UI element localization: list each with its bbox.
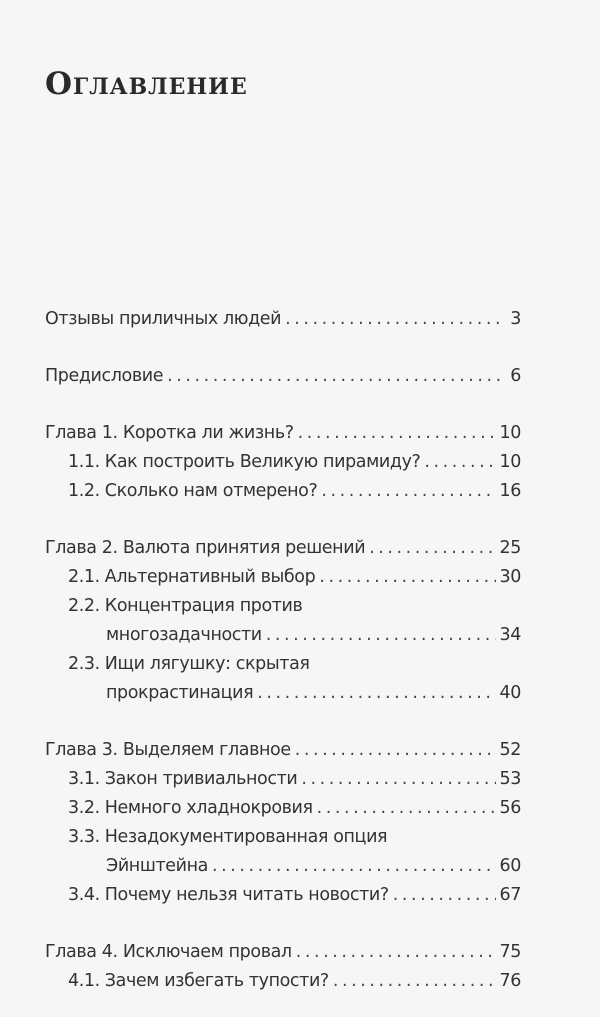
entry-title: Глава 2. Валюта принятия решений [45, 538, 366, 558]
toc-section-continued [45, 621, 521, 650]
entry-title: Отзывы приличных людей [45, 309, 282, 329]
dot-leader [393, 881, 496, 910]
page-title: Оглавление [45, 66, 248, 102]
entry-title: Почему нельзя читать новости? [104, 885, 389, 905]
toc-entry-reviews [45, 305, 521, 334]
entry-page: 76 [499, 971, 521, 991]
dot-leader [369, 534, 495, 563]
toc-section [45, 477, 521, 506]
entry-number: 2.3. [68, 654, 100, 674]
entry-number: 1.2. [68, 481, 100, 501]
entry-title: Глава 1. Коротка ли жизнь? [45, 423, 294, 443]
entry-page: 67 [499, 885, 521, 905]
toc-section [45, 563, 521, 592]
dot-leader [296, 938, 496, 967]
entry-title: Немного хладнокровия [104, 798, 313, 818]
dot-leader [295, 736, 496, 765]
entry-title: Сколько нам отмерено? [104, 481, 318, 501]
dot-leader [321, 477, 495, 506]
entry-page: 34 [499, 625, 521, 645]
dot-leader [285, 305, 506, 334]
toc-chapter-3 [45, 736, 521, 765]
entry-number: 3.3. [68, 827, 100, 847]
entry-page: 53 [499, 769, 521, 789]
entry-page: 75 [499, 942, 521, 962]
entry-title: Зачем избегать тупости? [104, 971, 329, 991]
entry-page: 25 [499, 538, 521, 558]
toc-section [45, 592, 521, 621]
entry-title: Альтернативный выбор [104, 567, 316, 587]
entry-number: 3.1. [68, 769, 100, 789]
toc-section [45, 794, 521, 823]
toc-section [45, 765, 521, 794]
entry-page: 30 [499, 567, 521, 587]
dot-leader [167, 362, 506, 391]
entry-title-cont: Эйнштейна [106, 856, 208, 876]
entry-page: 40 [499, 683, 521, 703]
entry-title: Как построить Великую пирамиду? [104, 452, 421, 472]
entry-title: Незадокументированная опция [104, 827, 388, 847]
entry-title: Глава 4. Исключаем провал [45, 942, 292, 962]
entry-page: 60 [499, 856, 521, 876]
toc-chapter-4 [45, 938, 521, 967]
entry-title-cont: многозадачности [106, 625, 262, 645]
toc-chapter-1 [45, 419, 521, 448]
table-of-contents [45, 305, 521, 996]
entry-number: 4.1. [68, 971, 100, 991]
entry-title: Концентрация против [104, 596, 303, 616]
entry-title: Глава 3. Выделяем главное [45, 740, 291, 760]
toc-section [45, 448, 521, 477]
dot-leader [212, 852, 496, 881]
entry-page: 6 [510, 366, 521, 386]
dot-leader [424, 448, 495, 477]
toc-section [45, 967, 521, 996]
entry-number: 3.2. [68, 798, 100, 818]
dot-leader [317, 794, 496, 823]
entry-page: 16 [499, 481, 521, 501]
dot-leader [298, 419, 496, 448]
dot-leader [301, 765, 495, 794]
entry-page: 3 [510, 309, 521, 329]
toc-section [45, 823, 521, 852]
entry-title: Закон тривиальности [104, 769, 298, 789]
entry-number: 2.1. [68, 567, 100, 587]
toc-section-continued [45, 679, 521, 708]
entry-number: 1.1. [68, 452, 100, 472]
dot-leader [266, 621, 496, 650]
entry-page: 52 [499, 740, 521, 760]
entry-page: 10 [499, 452, 521, 472]
dot-leader [319, 563, 495, 592]
entry-title-cont: прокрастинация [106, 683, 254, 703]
toc-chapter-2 [45, 534, 521, 563]
entry-page: 10 [499, 423, 521, 443]
entry-number: 3.4. [68, 885, 100, 905]
toc-section [45, 881, 521, 910]
entry-title: Ищи лягушку: скрытая [104, 654, 310, 674]
dot-leader [257, 679, 495, 708]
entry-number: 2.2. [68, 596, 100, 616]
dot-leader [333, 967, 496, 996]
entry-page: 56 [499, 798, 521, 818]
toc-section [45, 650, 521, 679]
toc-section-continued [45, 852, 521, 881]
entry-title: Предисловие [45, 366, 164, 386]
toc-entry-preface [45, 362, 521, 391]
